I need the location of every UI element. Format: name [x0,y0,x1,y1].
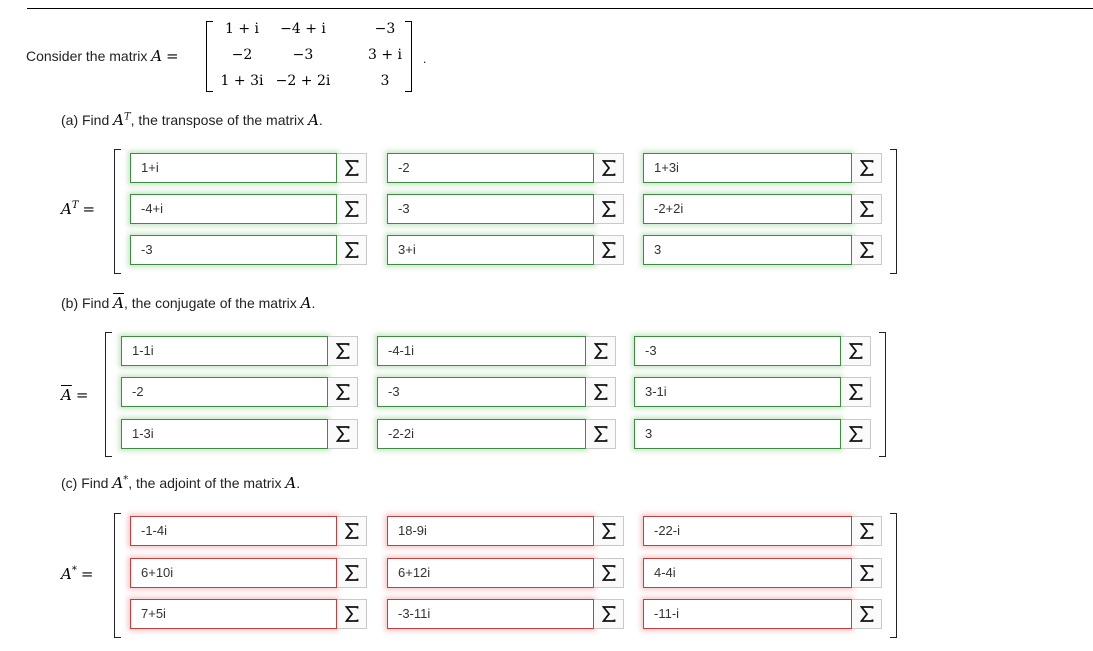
sigma-icon[interactable] [852,153,882,183]
answer-input[interactable]: -2 [121,377,328,407]
question-b-end: . [311,295,316,311]
answer-input[interactable]: 3 [643,235,852,265]
given-trailing-period: . [423,52,427,66]
given-cell: 1 + 3i [220,73,264,89]
answer-b-left-bracket [105,332,112,457]
sigma-icon[interactable] [594,235,624,265]
sigma-icon[interactable] [841,336,871,366]
answer-a-left-bracket [114,149,121,274]
given-cell: −3 [292,47,314,63]
answer-input[interactable]: 3-1i [634,377,841,407]
given-cell: −2 + 2i [275,73,331,89]
answer-c-superscript: * [71,565,77,576]
question-c-prefix: (c) Find [61,475,109,491]
answer-input[interactable]: 3 [634,419,841,449]
matrix-symbol: A [151,47,163,65]
question-b-prefix: (b) Find [61,295,110,311]
answer-input[interactable]: -4-1i [377,336,586,366]
question-a-prefix: (a) Find [61,112,110,128]
answer-input[interactable]: 18-9i [387,516,594,546]
answer-input[interactable]: 1+3i [643,153,852,183]
sigma-icon[interactable] [852,235,882,265]
answer-input[interactable]: -3-11i [387,599,594,629]
sigma-icon[interactable] [337,235,367,265]
answer-input[interactable]: 1-1i [121,336,328,366]
sigma-icon[interactable] [594,558,624,588]
sigma-icon[interactable] [852,194,882,224]
top-divider [27,8,1093,9]
sigma-icon[interactable] [586,419,616,449]
answer-input[interactable]: 1-3i [121,419,328,449]
answer-input[interactable]: -1-4i [130,516,337,546]
sigma-icon[interactable] [841,419,871,449]
answer-input[interactable]: -11-i [643,599,852,629]
question-a-symbol: A [113,111,124,129]
answer-input[interactable]: -2 [387,153,594,183]
sigma-icon[interactable] [852,558,882,588]
question-c-superscript: * [123,474,129,486]
given-cell: 3 [380,73,390,89]
answer-input[interactable]: 4-4i [643,558,852,588]
given-cell: 1 + i [224,21,259,37]
question-c-symbol2: A [285,474,297,492]
question-a-end: . [318,112,323,128]
question-a-symbol2: A [308,111,319,129]
sigma-icon[interactable] [852,516,882,546]
question-b-symbol2: A [300,294,312,312]
sigma-icon[interactable] [337,153,367,183]
given-cell: −3 [374,21,396,37]
answer-c-equals: = [80,565,94,583]
question-a-superscript: T [123,111,131,123]
answer-b-symbol: $\overline{A}$ [61,386,72,404]
sigma-icon[interactable] [328,419,358,449]
answer-input[interactable]: -4+i [130,194,337,224]
question-a [61,111,323,129]
answer-input[interactable]: -3 [634,336,841,366]
given-matrix-intro [26,47,179,65]
answer-a-label [61,200,95,218]
answer-c-right-bracket [890,513,897,638]
sigma-icon[interactable] [594,194,624,224]
question-c-symbol: A [112,474,124,492]
answer-input[interactable]: -2-2i [377,419,586,449]
question-c [61,474,300,492]
equals-sign: = [166,47,179,65]
question-b-suffix: , the conjugate of the matrix [123,295,297,311]
answer-input[interactable]: 7+5i [130,599,337,629]
answer-b-right-bracket [879,332,886,457]
answer-input[interactable]: 6+10i [130,558,337,588]
answer-b-label [61,386,88,404]
intro-text: Consider the matrix [26,48,148,64]
answer-input[interactable]: -3 [130,235,337,265]
answer-input[interactable]: 3+i [387,235,594,265]
question-a-suffix: , the transpose of the matrix [130,112,305,128]
answer-a-equals: = [82,200,96,218]
answer-a-right-bracket [890,149,897,274]
given-cell: −2 [231,47,253,63]
answer-input[interactable]: -22-i [643,516,852,546]
sigma-icon[interactable] [328,377,358,407]
answer-input[interactable]: -3 [377,377,586,407]
sigma-icon[interactable] [852,599,882,629]
sigma-icon[interactable] [841,377,871,407]
answer-input[interactable]: 6+12i [387,558,594,588]
answer-c-symbol: A [61,565,72,583]
answer-a-symbol: A [61,200,72,218]
sigma-icon[interactable] [586,336,616,366]
sigma-icon[interactable] [328,336,358,366]
given-cell: −4 + i [280,21,326,37]
given-cell: 3 + i [367,47,402,63]
answer-input[interactable]: -3 [387,194,594,224]
sigma-icon[interactable] [594,153,624,183]
answer-c-label [61,565,93,583]
sigma-icon[interactable] [337,516,367,546]
sigma-icon[interactable] [586,377,616,407]
answer-c-left-bracket [114,513,121,638]
answer-input[interactable]: 1+i [130,153,337,183]
answer-b-equals: = [75,386,89,404]
answer-a-superscript: T [71,200,79,211]
question-c-suffix: , the adjoint of the matrix [128,475,282,491]
question-c-end: . [296,475,301,491]
sigma-icon[interactable] [594,516,624,546]
sigma-icon[interactable] [594,599,624,629]
sigma-icon[interactable] [337,194,367,224]
question-b-symbol: $\overline{A}$ [113,294,124,312]
sigma-icon[interactable] [337,599,367,629]
question-b [61,294,315,312]
answer-input[interactable]: -2+2i [643,194,852,224]
sigma-icon[interactable] [337,558,367,588]
